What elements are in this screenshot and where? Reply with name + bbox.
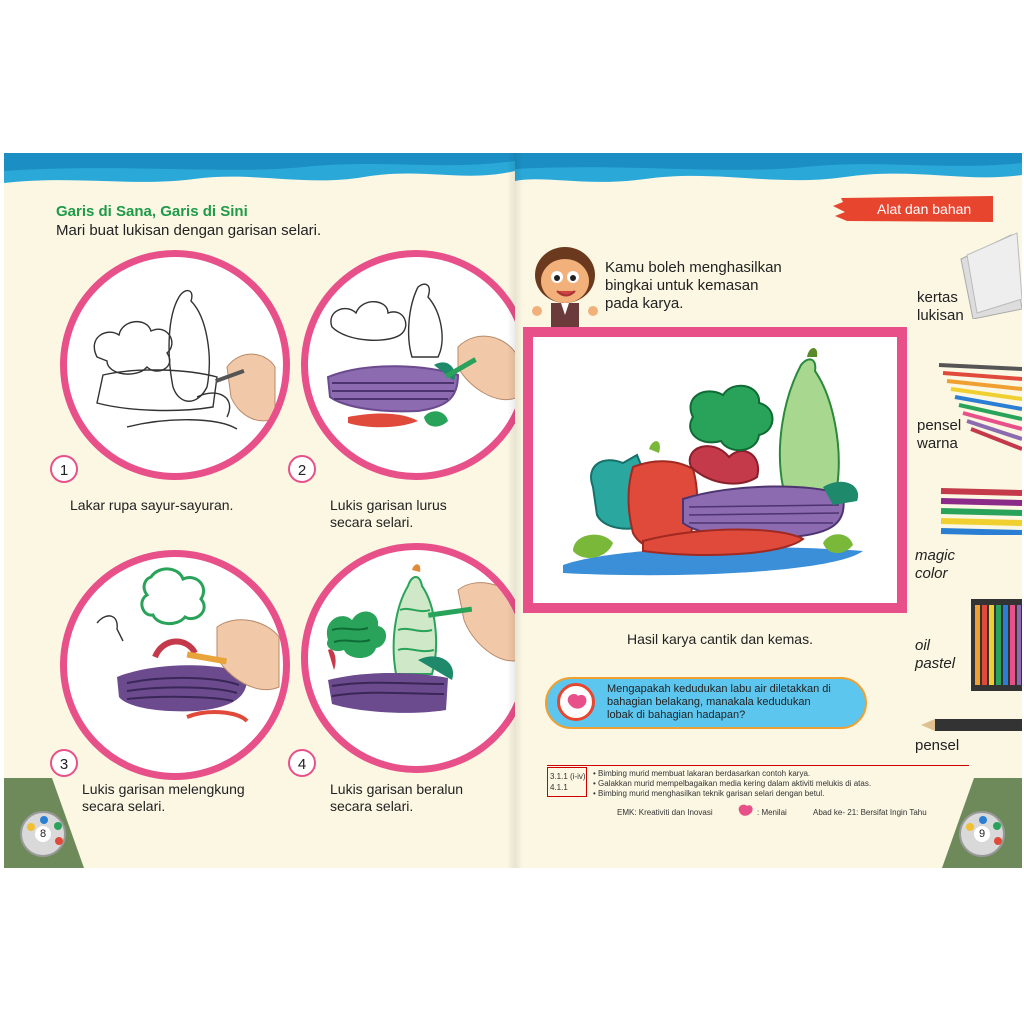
teacher-note-3: • Bimbing murid menghasilkan teknik garisan selari dengan betul.	[593, 789, 825, 798]
step-3-caption-line2: secara selari.	[82, 798, 166, 814]
lesson-title: Garis di Sana, Garis di Sini	[56, 203, 248, 220]
material-pencil-color-line2: warna	[917, 435, 958, 452]
step-2-caption-line2: secara selari.	[330, 514, 414, 530]
material-oil-pastel-line2: pastel	[915, 655, 956, 672]
material-oil-pastel-line1: oil	[915, 637, 931, 654]
material-oil-pastel-label	[915, 637, 955, 673]
finished-vegetable-artwork	[533, 337, 897, 603]
standards-line-1: 3.1.1 (i-iv)	[550, 772, 586, 781]
question-text	[607, 683, 831, 722]
right-page-number-badge	[959, 811, 1005, 857]
materials-header: Alat dan bahan	[877, 201, 972, 217]
sky-wave-left	[4, 153, 515, 193]
straight-lines-drawing	[308, 257, 515, 473]
speech-line-1: Kamu boleh menghasilkan	[605, 259, 782, 276]
wavy-lines-drawing	[308, 550, 515, 766]
book-spine	[507, 153, 523, 868]
speech-line-3: pada karya.	[605, 295, 684, 312]
teacher-note-1-text: Bimbing murid membuat lakaran berdasarkan contoh karya.	[598, 769, 811, 778]
step-2-caption-line1: Lukis garisan lurus	[330, 497, 447, 513]
artwork-canvas	[533, 337, 897, 603]
step-4-illustration	[301, 543, 515, 773]
step-4-caption-line2: secara selari.	[330, 798, 414, 814]
pencil-image	[921, 717, 1022, 733]
speech-line-2: bingkai untuk kemasan	[605, 277, 759, 294]
teacher-notes	[593, 769, 871, 799]
lesson-subtitle: Mari buat lukisan dengan garisan selari.	[56, 222, 322, 239]
emk-label: EMK: Kreativiti dan Inovasi	[617, 808, 713, 817]
speech-text	[605, 259, 782, 313]
step-3-caption-line1: Lukis garisan melengkung	[82, 781, 245, 797]
vegetable-sketch-drawing	[67, 257, 283, 473]
material-magic-color-label	[915, 547, 955, 583]
material-paper-line2: lukisan	[917, 307, 964, 324]
step-1-illustration	[60, 250, 290, 480]
step-2-illustration	[301, 250, 515, 480]
oil-pastel-box-image	[971, 599, 1022, 691]
teacher-note-3-text: Bimbing murid menghasilkan teknik garisan selari dengan betul.	[598, 789, 825, 798]
book-spread	[4, 153, 1022, 868]
material-magic-color-line1: magic	[915, 547, 956, 564]
standards-line-2: 4.1.1	[550, 783, 568, 792]
right-page-number: 9	[974, 826, 990, 842]
right-page	[515, 153, 1022, 868]
material-paper-line1: kertas	[917, 289, 958, 306]
hand-with-pencil	[215, 354, 275, 421]
step-3-illustration	[60, 550, 290, 780]
step-2-number: 2	[288, 455, 316, 483]
curved-lines-drawing	[67, 557, 283, 773]
material-magic-color-line2: color	[915, 565, 948, 582]
abad-label: Abad ke- 21: Bersifat Ingin Tahu	[813, 808, 927, 817]
boy-character	[529, 245, 601, 329]
notes-divider	[547, 765, 969, 766]
material-paper-label	[917, 289, 964, 325]
teacher-note-2: • Galakkan murid mempelbagaikan media kering dalam aktiviti melukis di atas.	[593, 779, 872, 788]
teacher-note-2-text: Galakkan murid mempelbagaikan media kering dalam aktiviti melukis di atas.	[598, 779, 872, 788]
teacher-note-1: • Bimbing murid membuat lakaran berdasarkan contoh karya.	[593, 769, 811, 778]
left-page-number: 8	[35, 826, 51, 842]
left-page-number-badge	[20, 811, 66, 857]
sky-wave-right	[515, 153, 1022, 193]
step-4-number: 4	[288, 749, 316, 777]
standards-codes	[550, 771, 586, 793]
magic-color-markers-image	[929, 487, 1022, 535]
step-1-caption: Lakar rupa sayur-sayuran.	[70, 497, 234, 513]
material-pencil-label: pensel	[915, 737, 960, 754]
step-1-number: 1	[50, 455, 78, 483]
left-page	[4, 153, 515, 868]
step-4-caption-line1: Lukis garisan beralun	[330, 781, 464, 797]
brain-icon	[557, 683, 595, 721]
question-line-1: Mengapakah kedudukan labu air diletakkan di	[607, 683, 831, 695]
menilai-label: : Menilai	[757, 808, 787, 817]
result-caption: Hasil karya cantik dan kemas.	[627, 631, 813, 647]
brain-small-icon	[737, 803, 755, 819]
question-line-2: bahagian belakang, manakala kedudukan	[607, 696, 811, 708]
material-pencil-color-label	[917, 417, 961, 453]
question-line-3: lobak di bahagian hadapan?	[607, 709, 746, 721]
material-pencil-color-line1: pensel	[917, 417, 962, 434]
step-3-number: 3	[50, 749, 78, 777]
